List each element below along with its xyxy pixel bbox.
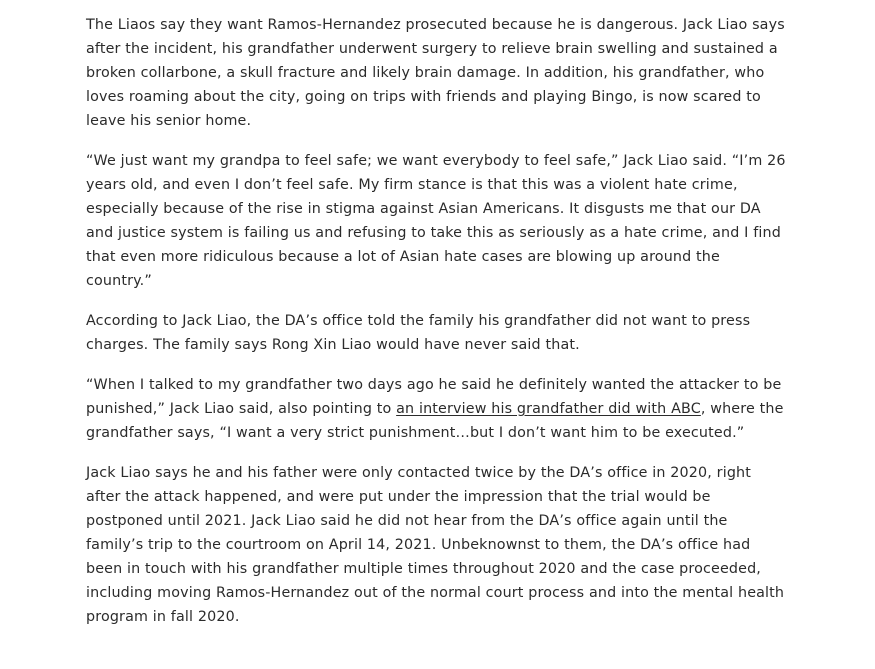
article-paragraph-2: “We just want my grandpa to feel safe; we want everybody to feel safe,” Jack Liao said. “I’m 26 years old, and even I don’t feel safe. My firm stance is that this was a violent hate crime, especially because of the rise in stigma against Asian Americans. It disgusts me that our DA and justice system is failing us and refusing to take this as seriously as a hate crime, and I find that even more ridiculous because a lot of Asian hate cases are blowing up around the country.” xyxy=(86,153,786,289)
article-body xyxy=(86,13,786,645)
paragraph-4-lead-text: “When I talked to my grandfather two days ago he said he definitely wanted the attacker to be punished,” Jack Liao said, also pointing to xyxy=(86,377,782,417)
article-paragraph-3: According to Jack Liao, the DA’s office told the family his grandfather did not want to press charges. The family says Rong Xin Liao would have never said that. xyxy=(86,313,751,353)
article-paragraph-4 xyxy=(86,373,786,445)
article-paragraph-1: The Liaos say they want Ramos-Hernandez prosecuted because he is dangerous. Jack Liao says after the incident, his grandfather underwent surgery to relieve brain swelling and sustained a broken collarbone, a skull fracture and likely brain damage. In addition, his grandfather, who loves roaming about the city, going on trips with friends and playing Bingo, is now scared to leave his senior home. xyxy=(86,17,785,129)
article-paragraph-5: Jack Liao says he and his father were only contacted twice by the DA’s office in 2020, right after the attack happened, and were put under the impression that the trial would be postponed until 2021. Jack Liao said he did not hear from the DA’s office again until the family’s trip to the courtroom on April 14, 2021. Unbeknownst to them, the DA’s office had been in touch with his grandfather multiple times throughout 2020 and the case proceeded, including moving Ramos-Hernandez out of the normal court process and into the mental health program in fall 2020. xyxy=(86,465,785,625)
paragraph-4-trailing-text: , where the grandfather says, “I want a very strict punishment…but I don’t want him to be executed.” xyxy=(86,401,784,441)
abc-interview-link[interactable]: an interview his grandfather did with ABC xyxy=(396,401,701,417)
